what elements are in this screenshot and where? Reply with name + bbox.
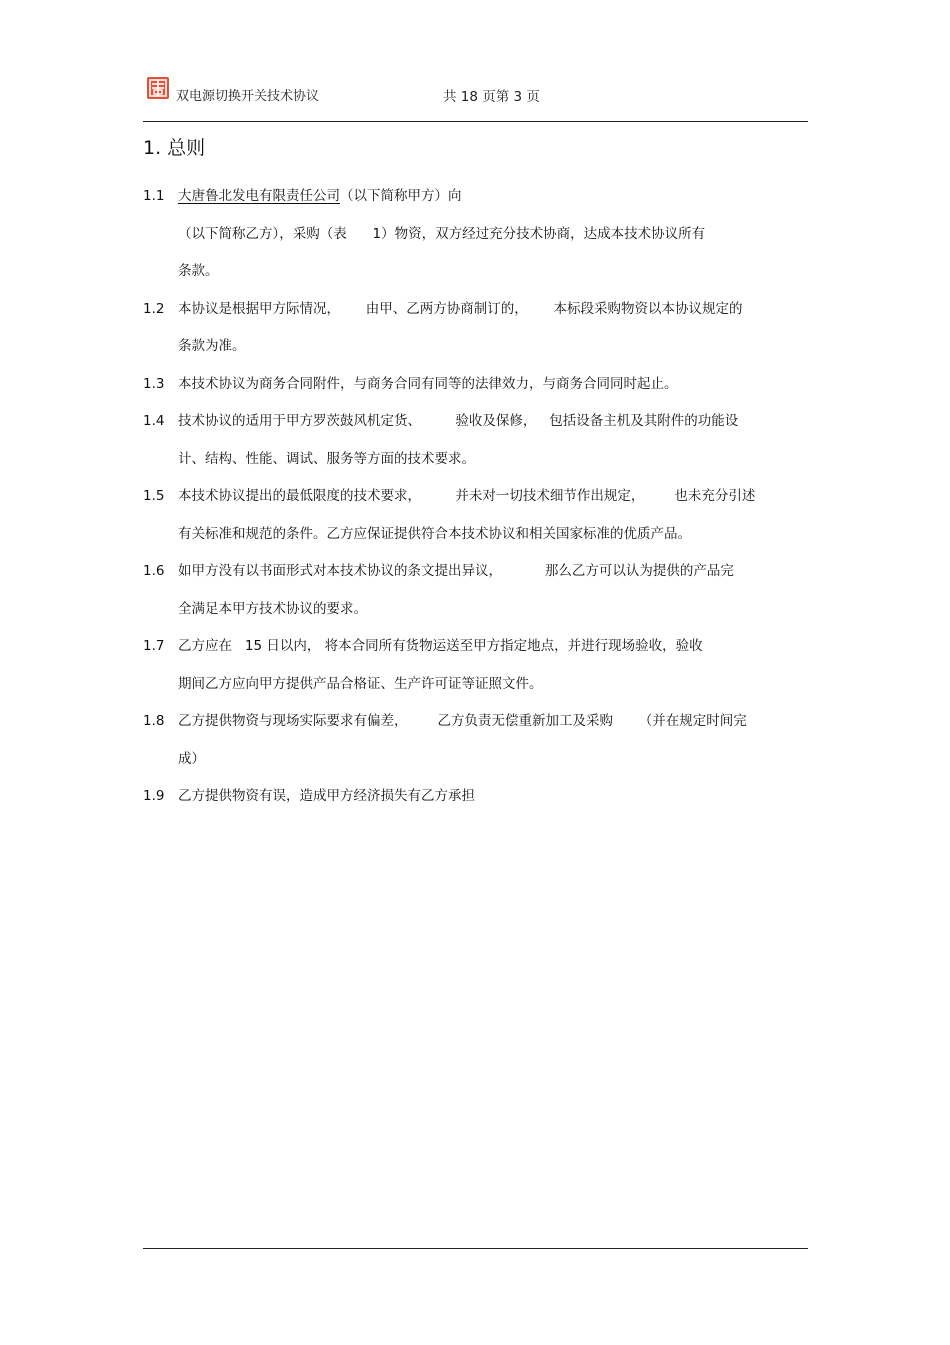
clause-text <box>178 553 808 628</box>
clause-item <box>143 778 808 816</box>
clause-line <box>178 366 808 404</box>
clause-text <box>178 178 808 291</box>
clause-line <box>178 216 808 254</box>
clause-line-segment: 乙方应在 15 日以内， 将本合同所有货物运送至甲方指定地点，并进行现场验收，验收 <box>178 638 703 654</box>
clause-item <box>143 403 808 478</box>
clause-line-segment: 全满足本甲方技术协议的要求。 <box>178 600 367 617</box>
clause-line <box>178 178 808 216</box>
header-divider <box>143 121 808 122</box>
document-title: 双电源切换开关技术协议 <box>176 89 320 104</box>
clause-line-segment: （以下简称乙方），采购（表 1）物资，双方经过充分技术协商，达成本技术协议所有 <box>178 225 706 242</box>
clause-number: 1.6 <box>143 563 165 579</box>
section-heading: 1. 总则 <box>143 137 206 159</box>
page-number: 共 18 页第 3 页 <box>443 89 540 105</box>
clause-line <box>178 591 808 629</box>
clause-line-segment: （以下简称甲方）向 <box>340 188 462 204</box>
clause-number: 1.4 <box>143 413 165 429</box>
clause-line <box>178 291 808 329</box>
clause-line <box>178 778 808 816</box>
clause-line-segment: 本协议是根据甲方际情况， 由甲、乙两方协商制订的， 本标段采购物资以本协议规定的 <box>178 300 743 317</box>
clause-text <box>178 478 808 553</box>
clause-line <box>178 328 808 366</box>
clause-line-segment: 计、结构、性能、调试、服务等方面的技术要求。 <box>178 450 475 467</box>
clause-text <box>178 703 808 778</box>
clause-line-segment: 本技术协议提出的最低限度的技术要求， 并未对一切技术细节作出规定， 也未充分引述 <box>178 488 756 504</box>
clause-item <box>143 628 808 703</box>
clause-line-segment: 有关标准和规范的条件。乙方应保证提供符合本技术协议和相关国家标准的优质产品。 <box>178 525 691 542</box>
clause-number: 1.2 <box>143 300 165 317</box>
clause-line-segment: 期间乙方应向甲方提供产品合格证、生产许可证等证照文件。 <box>178 675 543 692</box>
clause-line-segment: 本技术协议为商务合同附件，与商务合同有同等的法律效力，与商务合同同时起止。 <box>178 375 678 392</box>
clause-line <box>178 516 808 554</box>
page-header <box>143 76 808 106</box>
clause-line <box>178 553 808 591</box>
clause-line-segment: 大唐鲁北发电有限责任公司 <box>178 188 340 204</box>
clause-item <box>143 478 808 553</box>
clause-line <box>178 628 808 666</box>
clause-line-segment: 条款。 <box>178 263 219 279</box>
clause-line-segment: 成） <box>178 750 205 767</box>
clause-list <box>143 178 808 816</box>
clause-number: 1.5 <box>143 488 165 504</box>
clause-line <box>178 703 808 741</box>
clause-line <box>178 666 808 704</box>
clause-text <box>178 366 808 404</box>
clause-item <box>143 553 808 628</box>
clause-text <box>178 403 808 478</box>
clause-item <box>143 703 808 778</box>
clause-item <box>143 291 808 366</box>
clause-line <box>178 478 808 516</box>
clause-line-segment: 如甲方没有以书面形式对本技术协议的条文提出异议， 那么乙方可以认为提供的产品完 <box>178 563 734 579</box>
clause-line-segment: 技术协议的适用于甲方罗茨鼓风机定货、 验收及保修， 包括设备主机及其附件的功能设 <box>178 413 739 429</box>
clause-text <box>178 778 808 816</box>
clause-line-segment: 乙方提供物资有误，造成甲方经济损失有乙方承担 <box>178 788 475 804</box>
tang-seal-logo-icon <box>146 76 170 100</box>
clause-number: 1.3 <box>143 375 165 392</box>
footer-divider <box>143 1248 808 1249</box>
clause-item <box>143 178 808 291</box>
clause-text <box>178 291 808 366</box>
clause-number: 1.1 <box>143 188 165 204</box>
clause-line <box>178 253 808 291</box>
clause-text <box>178 628 808 703</box>
clause-number: 1.7 <box>143 638 165 654</box>
clause-item <box>143 366 808 404</box>
clause-line <box>178 441 808 479</box>
clause-line-segment: 条款为准。 <box>178 338 246 354</box>
clause-line <box>178 403 808 441</box>
clause-number: 1.9 <box>143 788 165 804</box>
clause-line-segment: 乙方提供物资与现场实际要求有偏差， 乙方负责无偿重新加工及采购 （并在规定时间完 <box>178 713 747 729</box>
clause-number: 1.8 <box>143 713 165 729</box>
clause-line <box>178 741 808 779</box>
